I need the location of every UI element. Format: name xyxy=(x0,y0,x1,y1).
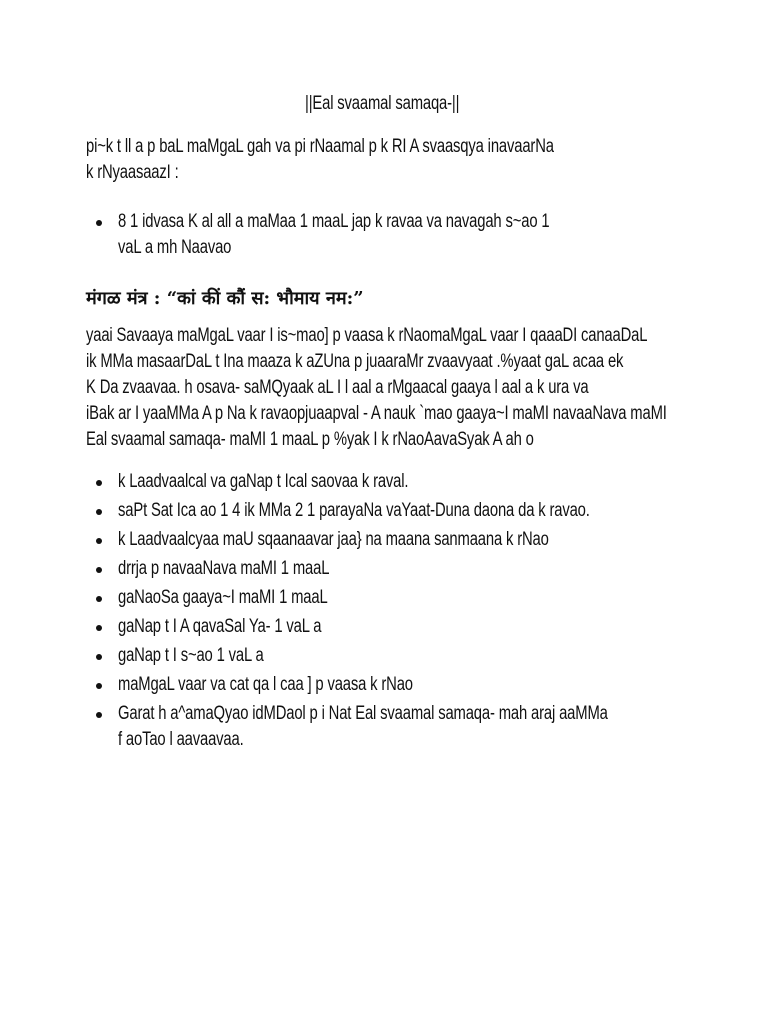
bullet-text: drrja p navaaNava maMI 1 maaL xyxy=(118,558,330,579)
bullet-text-line-1: Garat h a^amaQyao idMDaol p i Nat Eal svaamal samaqa- mah araj aaMMa xyxy=(118,703,608,724)
paragraph-line-4: iBak ar I yaaMMa A p Na k ravaopjuaapval - A nauk `mao gaaya~I maMI navaaNava maMI xyxy=(86,403,667,424)
list-item xyxy=(118,586,387,610)
bullet-icon xyxy=(96,654,102,660)
list-item xyxy=(118,528,670,552)
bullet-icon xyxy=(96,480,102,486)
list-item xyxy=(118,557,389,581)
bullet-text-line-2: f aoTao l aavaavaa. xyxy=(118,729,244,750)
list-item xyxy=(118,210,671,234)
bullet-text-line-1: 8 1 idvasa K al all a maMaa 1 maaL jap k ravaa va navagah s~ao 1 xyxy=(118,211,550,232)
bullet-text: k Laadvaalcal va gaNap t Ical saovaa k raval. xyxy=(118,471,409,492)
bullet-icon xyxy=(96,683,102,689)
bullet-text: gaNap t I A qavaSal Ya- 1 vaL a xyxy=(118,616,322,637)
paragraph-line-1: yaai Savaaya maMgaL vaar I is~mao] p vaasa k rNaomaMgaL vaar I qaaaDI canaaDaL xyxy=(86,325,648,346)
list-item xyxy=(118,615,379,639)
intro-line-2: k rNyaasaazI : xyxy=(86,162,179,183)
list-item-continuation xyxy=(118,728,279,752)
bullet-text-line-2: vaL a mh Naavao xyxy=(118,237,232,258)
list-item-continuation xyxy=(118,236,263,260)
list-item xyxy=(118,673,496,697)
paragraph-line-5: Eal svaamal samaqa- maMI 1 maaL p %yak I k rNaoAavaSyak A ah o xyxy=(86,429,534,450)
bullet-icon xyxy=(96,538,102,544)
bullet-text: gaNaoSa gaaya~I maMI 1 maaL xyxy=(118,587,328,608)
bullet-text: maMgaL vaar va cat qa l caa ] p vaasa k rNao xyxy=(118,674,413,695)
bullet-icon xyxy=(96,567,102,573)
bullet-icon xyxy=(96,712,102,718)
bullet-text: gaNap t I s~ao 1 vaL a xyxy=(118,645,264,666)
list-item xyxy=(118,470,490,494)
bullet-icon xyxy=(96,509,102,515)
paragraph-line-2: ik MMa masaarDaL t Ina maaza k aZUna p juaaraMr zvaavyaat .%yaat gaL acaa ek xyxy=(86,351,624,372)
list-item xyxy=(118,499,723,523)
list-item xyxy=(118,644,305,668)
bullet-icon xyxy=(96,220,102,226)
mantra-heading: मंगळ मंत्र : “कां कीं कौं स: भौमाय नम:” xyxy=(86,288,364,309)
intro-line-1: pi~k t ll a p baL maMgaL gah va pi rNaamal p k RI A svaasqya inavaarNa xyxy=(86,136,554,157)
bullet-icon xyxy=(96,625,102,631)
bullet-text: saPt Sat Ica ao 1 4 ik MMa 2 1 parayaNa vaYaat-Duna daona da k ravao. xyxy=(118,500,590,521)
document-title: ||Eal svaamal samaqa-|| xyxy=(305,93,460,114)
bullet-text: k Laadvaalcyaa maU sqaanaavar jaa} na maana sanmaana k rNao xyxy=(118,529,549,550)
bullet-icon xyxy=(96,596,102,602)
list-item xyxy=(118,702,746,726)
paragraph-line-3: K Da zvaavaa. h osava- saMQyaak aL I l aal a rMgaacal gaaya l aal a k ura va xyxy=(86,377,589,398)
